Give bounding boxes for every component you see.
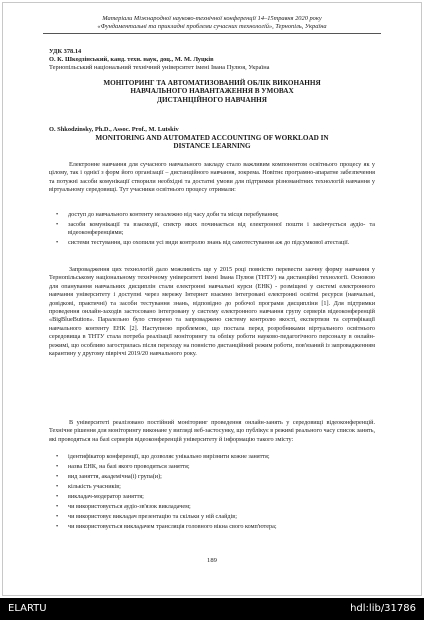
bullet-icon: •	[56, 239, 59, 247]
bullet-icon: •	[56, 523, 59, 530]
paragraph-implementation: Запровадження цих технологій дало можливість ще у 2015 році повністю перевести заочну форму навчання у Тернопільському національному технічному університеті імені Івана Пулюя (ТНТУ) на дистанційні технології. Основою для опанування навчальних дисциплін стали електронні навчальні курси (ЕНК) - розміщені у системі електронного навчання університету і доступні через мережу Інтернет взаємно інтегровані електронні освітні ресурси (навчальні, довідкові, практичні) та засоби тестування знань, відповідно до робочої програми дисципліни [1]. Для підтримки проведення онлайн-заходів застосовано інтегровану у систему електронного навчання групу серверів відеоконференцій «BigBlueButton». Паралельно було створено та запроваджено систему контролю якості, експертизи та сертифікації навчального контенту ЕНК [2]. Наступною проблемою, що постала перед розробниками віртуального освітнього середовища в ТНТУ стала потреба реалізації моніторингу та обліку роботи науково-педагогічного персоналу в онлайн-режимі, що особливо загострилась після переходу на повністю дистанційний режим роботи, пов'язаний із запровадженням карантину у другому півріччі 2019/20 навчального року.	[49, 266, 375, 358]
list-item: • чи використовує викладач презентацію та скільки у ній слайдів;	[56, 513, 237, 520]
list-item: • засоби комунікації та взаємодії, спектр яких починається від електронної пошти і закінчується аудіо- та відеоконференціями;	[56, 221, 375, 237]
bullet-icon: •	[56, 463, 59, 470]
list-item: • викладач-модератор заняття;	[56, 493, 144, 500]
conference-header	[43, 15, 381, 31]
repository-name: ELARTU	[8, 603, 47, 614]
udk-code: УДК 378.14	[49, 48, 82, 55]
conference-header-line-1: Матеріали Міжнародної науково-технічної конференції 14–15травня 2020 року	[102, 15, 322, 22]
list-item: • кількість учасників;	[56, 483, 121, 490]
bullet-icon: •	[56, 483, 59, 490]
bullet-icon: •	[56, 473, 59, 480]
page-number: 189	[207, 557, 217, 564]
bullet-list-capabilities	[56, 211, 375, 249]
title-ua	[49, 79, 375, 104]
bullet-icon: •	[56, 453, 59, 460]
list-item: • чи використовується викладачем трансляція головного вікна свого комп'ютера;	[56, 523, 277, 530]
list-item: • системи тестування, що охопили усі види контролю знань від самотестування аж до підсумкової атестації.	[56, 239, 350, 247]
bullet-icon: •	[56, 211, 59, 218]
header-rule	[43, 33, 381, 34]
list-item: • доступ до навчального контенту незалежно від часу доби та місця перебування;	[56, 211, 279, 218]
bullet-list-monitoring-info	[56, 453, 375, 533]
authors-en: O. Shkodzinsky, Ph.D., Assoc. Prof., M. Lutskiv	[49, 126, 179, 133]
list-item: • вид заняття, академічна(і) група(и);	[56, 473, 162, 480]
bullet-icon: •	[56, 493, 59, 500]
title-en-line-1: MONITORING AND AUTOMATED ACCOUNTING OF WORKLOAD IN	[95, 134, 329, 142]
paragraph-intro: Електронне навчання для сучасного навчального закладу стало важливим компонентом освітнього процесу як у цілому, так і однієї з форм його організації – дистанційного навчання, зокрема. Новітнє програмно-апаратне забезпечення та потужні засоби комунікації створили необхідні та достатні умови для підтримки різноманітних технологій навчання у віртуальному середовищі. Тут учасники освітнього процесу отримали:	[49, 161, 375, 194]
bullet-icon: •	[56, 503, 59, 510]
conference-header-line-2: «Фундаментальні та прикладні проблеми сучасних технологій», Тернопіль, Україна	[97, 23, 327, 30]
handle-link[interactable]: hdl:lib/31786	[350, 603, 416, 614]
bullet-icon: •	[56, 513, 59, 520]
repository-footer-bar	[0, 598, 424, 620]
title-en	[49, 134, 375, 151]
list-item: • назва ЕНК, на базі якого проводиться заняття;	[56, 463, 190, 470]
authors-ua: О. К. Шкодзінський, канд. техн. наук, доц., М. М. Луцків	[49, 56, 214, 63]
affiliation-ua: Тернопільський національний технічний університет імені Івана Пулюя, Україна	[49, 64, 270, 71]
paragraph-monitoring: В університеті реалізовано постійний моніторинг проведення онлайн-занять у середовищі відеоконференцій. Технічне рішення для моніторингу виконане у вигляді веб-застосунку, що публікує в режимі реального часу список занять, які проводяться на базі серверів відеоконференцій університету й інформацію такого змісту:	[49, 419, 375, 443]
title-en-line-2: DISTANCE LEARNING	[173, 142, 251, 151]
list-item: • ідентифікатор конференції, що дозволяє унікально вирізнити кожне заняття;	[56, 453, 270, 460]
title-ua-line-2: НАВЧАЛЬНОГО НАВАНТАЖЕННЯ В УМОВАХ	[130, 87, 294, 96]
title-ua-line-3: ДИСТАНЦІЙНОГО НАВЧАННЯ	[157, 95, 267, 104]
bullet-icon: •	[56, 221, 59, 228]
list-item: • чи використовується аудіо-зв'язок викладачем;	[56, 503, 191, 510]
title-ua-line-1: МОНІТОРИНГ ТА АВТОМАТИЗОВАНИЙ ОБЛІК ВИКОНАННЯ	[103, 79, 321, 87]
